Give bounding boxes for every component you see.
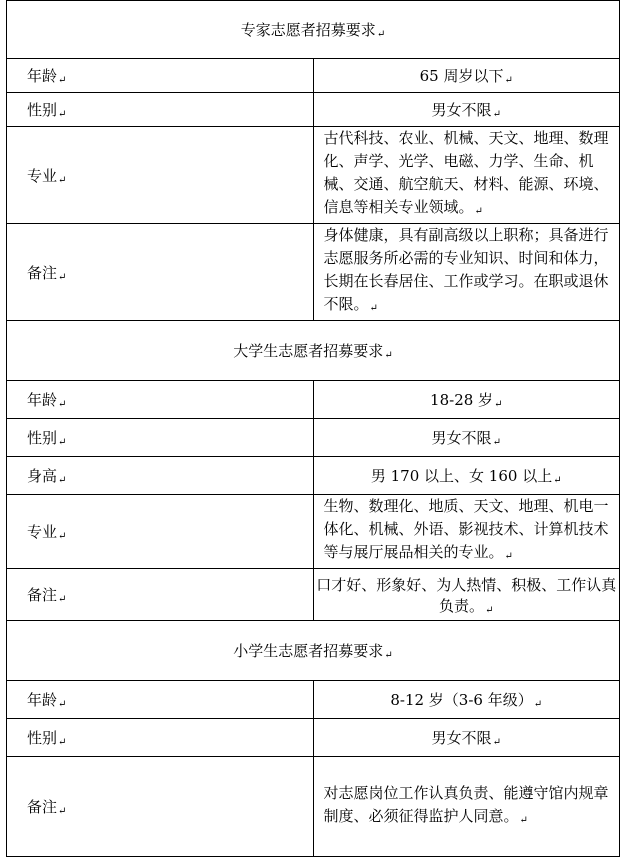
row-label-cell [7,719,314,757]
volunteer-requirements-table [6,0,620,857]
row-value-cell [313,224,620,321]
section-title-cell [7,321,620,381]
row-label-cell [7,381,314,419]
row-value-cell [313,569,620,621]
row-value: 口才好、形象好、为人热情、积极、工作认真负责。 [316,575,617,615]
paragraph-mark-icon: ↵ [485,604,494,616]
row-value: 男女不限 [431,429,492,447]
table-row [7,569,620,621]
row-value-cell [313,419,620,457]
paragraph-mark-icon: ↵ [492,737,501,748]
paragraph-mark-icon: ↵ [58,806,67,817]
paragraph-mark-icon: ↵ [58,75,67,86]
paragraph-mark-icon: ↵ [58,271,67,283]
row-label-cell [7,224,314,321]
row-value: 对志愿岗位工作认真负责、能遵守馆内规章制度、必须征得监护人同意。 [323,783,609,825]
row-value: 生物、数理化、地质、天文、地理、机电一体化、机械、外语、影视技术、计算机技术等与展厅展品相关的专业。 [323,497,609,561]
paragraph-mark-icon: ↵ [58,109,67,120]
paragraph-mark-icon: ↵ [58,475,67,486]
row-value-cell [313,719,620,757]
row-value-cell [313,381,620,419]
paragraph-mark-icon: ↵ [384,650,393,661]
paragraph-mark-icon: ↵ [492,109,501,120]
row-label-cell [7,457,314,495]
row-value: 男女不限 [431,729,492,747]
row-label: 备注 [27,263,58,282]
row-label-cell [7,93,314,127]
table-row [7,457,620,495]
row-label: 专业 [27,166,58,185]
row-label: 专业 [27,523,58,541]
table-row [7,59,620,93]
paragraph-mark-icon: ↵ [58,699,67,710]
paragraph-mark-icon: ↵ [58,437,67,448]
row-label-cell [7,59,314,93]
row-label-cell [7,419,314,457]
paragraph-mark-icon: ↵ [58,737,67,748]
table-row [7,719,620,757]
section-title-cell [7,621,620,681]
paragraph-mark-icon: ↵ [58,174,67,186]
row-value: 男女不限 [431,101,492,119]
table-row [7,681,620,719]
paragraph-mark-icon: ↵ [58,594,67,605]
section-header-row [7,1,620,59]
row-value-cell [313,93,620,127]
table-row [7,381,620,419]
row-label-cell [7,127,314,224]
row-label-cell [7,757,314,857]
section-title-cell [7,1,620,59]
paragraph-mark-icon: ↵ [494,399,503,410]
row-value-cell [313,59,620,93]
row-label: 身高 [27,467,58,485]
row-label: 年龄 [27,67,58,85]
table-row [7,757,620,857]
row-value: 古代科技、农业、机械、天文、地理、数理化、声学、光学、电磁、力学、生命、机械、交通、航空航天、材料、能源、环境、信息等相关专业领域。 [323,129,609,216]
row-label: 备注 [27,798,58,816]
row-value-cell [313,495,620,569]
table-row [7,495,620,569]
paragraph-mark-icon: ↵ [376,29,386,40]
row-value: 身体健康，具有副高级以上职称；具备进行志愿服务所必需的专业知识、时间和体力，长期在长春居住、工作或学习。在职或退休不限。 [323,226,609,313]
row-value: 8-12 岁（3-6 年级） [390,691,533,709]
row-label: 性别 [27,101,58,119]
row-value-cell [313,127,620,224]
row-label: 性别 [27,729,58,747]
row-value: 65 周岁以下 [419,67,504,85]
table-row [7,224,620,321]
row-value: 18-28 岁 [430,391,494,409]
row-label: 性别 [27,429,58,447]
section-title: 专家志愿者招募要求 [240,21,376,39]
paragraph-mark-icon: ↵ [504,75,513,86]
section-header-row [7,621,620,681]
paragraph-mark-icon: ↵ [504,551,513,562]
table-row [7,127,620,224]
section-title: 小学生志愿者招募要求 [233,642,384,660]
row-value-cell [313,681,620,719]
paragraph-mark-icon: ↵ [519,814,528,826]
row-label: 年龄 [27,391,58,409]
paragraph-mark-icon: ↵ [533,699,543,710]
table-row [7,419,620,457]
row-label-cell [7,681,314,719]
row-value: 男 170 以上、女 160 以上 [370,467,553,485]
row-label: 年龄 [27,691,58,709]
row-label: 备注 [27,586,58,604]
row-value-cell [313,457,620,495]
paragraph-mark-icon: ↵ [474,206,483,217]
table-row [7,93,620,127]
paragraph-mark-icon: ↵ [492,437,501,448]
paragraph-mark-icon: ↵ [58,399,67,410]
section-header-row [7,321,620,381]
paragraph-mark-icon: ↵ [58,531,67,542]
row-value-cell [313,757,620,857]
section-title: 大学生志愿者招募要求 [233,342,384,360]
paragraph-mark-icon: ↵ [369,303,378,314]
row-label-cell [7,569,314,621]
row-label-cell [7,495,314,569]
paragraph-mark-icon: ↵ [384,350,393,361]
paragraph-mark-icon: ↵ [553,475,562,486]
